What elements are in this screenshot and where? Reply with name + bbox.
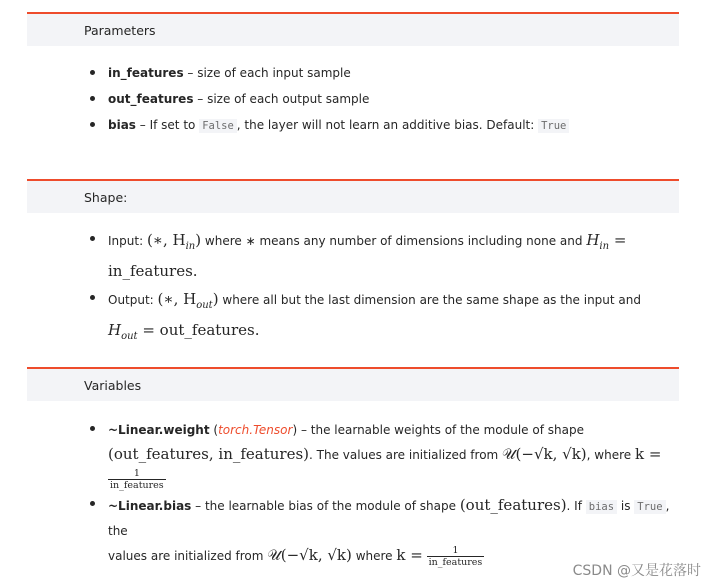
param-in-features	[90, 62, 675, 84]
var-bias-dist-math: 𝒰(−√k, √k)	[267, 546, 352, 564]
var-weight-init-text: . The values are initialized from	[309, 448, 503, 462]
var-weight-k-math: k =	[634, 445, 662, 463]
shape-header	[27, 179, 679, 213]
var-weight-where-text: , where	[586, 448, 635, 462]
param-bias	[90, 114, 675, 137]
var-bias-if-text: . If	[566, 499, 586, 513]
parameters-list	[90, 62, 675, 137]
shape-input-math: (∗, $H_{in}$)	[146, 231, 202, 252]
shape-output	[90, 287, 675, 349]
var-weight	[90, 418, 675, 491]
var-bias-k-math: k =	[396, 546, 423, 564]
shape-input-label: Input:	[108, 234, 147, 248]
variables-list	[90, 418, 675, 568]
var-bias-line2-text: values are initialized from	[108, 549, 268, 563]
parameters-title: Parameters	[84, 23, 156, 38]
parameters-header	[27, 12, 679, 46]
var-bias-name: ~Linear.bias	[108, 499, 192, 513]
shape-output-math: (∗, $H_{out}$)	[157, 290, 219, 311]
param-bias-code-false: False	[199, 119, 237, 133]
var-weight-paren-open: (	[209, 423, 219, 437]
shape-output-label: Output:	[108, 293, 158, 307]
var-weight-name: ~Linear.weight	[108, 423, 210, 437]
var-bias-tail: , the	[108, 499, 670, 538]
param-in-features-name: in_features	[108, 66, 184, 80]
shape-title: Shape:	[84, 190, 128, 205]
var-bias-desc: – the learnable bias of the module of shape	[191, 499, 460, 513]
var-weight-shape-math: (out_features, in_features)	[108, 445, 310, 463]
var-bias-fraction: $\frac{1}{\text{in\_features}}$	[428, 545, 483, 568]
var-bias-where-text: where	[351, 549, 397, 563]
param-out-features-name: out_features	[108, 92, 194, 106]
shape-input-line2: in_features.	[108, 262, 198, 280]
param-bias-code-true: True	[538, 119, 569, 133]
variables-header	[27, 367, 679, 401]
torch-tensor-link[interactable]: torch.Tensor	[218, 423, 293, 437]
param-bias-desc-mid: , the layer will not learn an additive bias. Default:	[236, 118, 539, 132]
param-out-features	[90, 88, 675, 110]
param-in-features-desc: – size of each input sample	[183, 66, 351, 80]
param-bias-name: bias	[108, 118, 136, 132]
var-weight-paren-close: )	[292, 423, 298, 437]
csdn-watermark: CSDN @又是花落时	[572, 563, 701, 579]
shape-input	[90, 228, 675, 284]
var-weight-fraction: $\frac{1}{\text{in\_features}}$	[110, 468, 164, 491]
shape-input-text: where ∗ means any number of dimensions including none and	[201, 234, 587, 248]
shape-list	[90, 228, 675, 349]
param-bias-desc-pre: – If set to	[135, 118, 200, 132]
var-bias-code-true: True	[634, 500, 665, 514]
var-bias-shape-math: (out_features)	[459, 496, 567, 514]
var-bias	[90, 493, 675, 568]
var-bias-is-text: is	[617, 499, 635, 513]
param-out-features-desc: – size of each output sample	[193, 92, 370, 106]
var-weight-dist-math: 𝒰(−√k, √k)	[502, 445, 587, 463]
var-weight-desc: – the learnable weights of the module of shape	[297, 423, 584, 437]
variables-title: Variables	[84, 378, 142, 393]
shape-input-math2: $H_{in}$ =	[586, 231, 627, 252]
var-bias-code-bias: bias	[586, 500, 617, 514]
shape-output-math2: $H_{out}$ = out_features.	[108, 321, 260, 342]
shape-output-text: where all but the last dimension are the same shape as the input and	[218, 293, 641, 307]
